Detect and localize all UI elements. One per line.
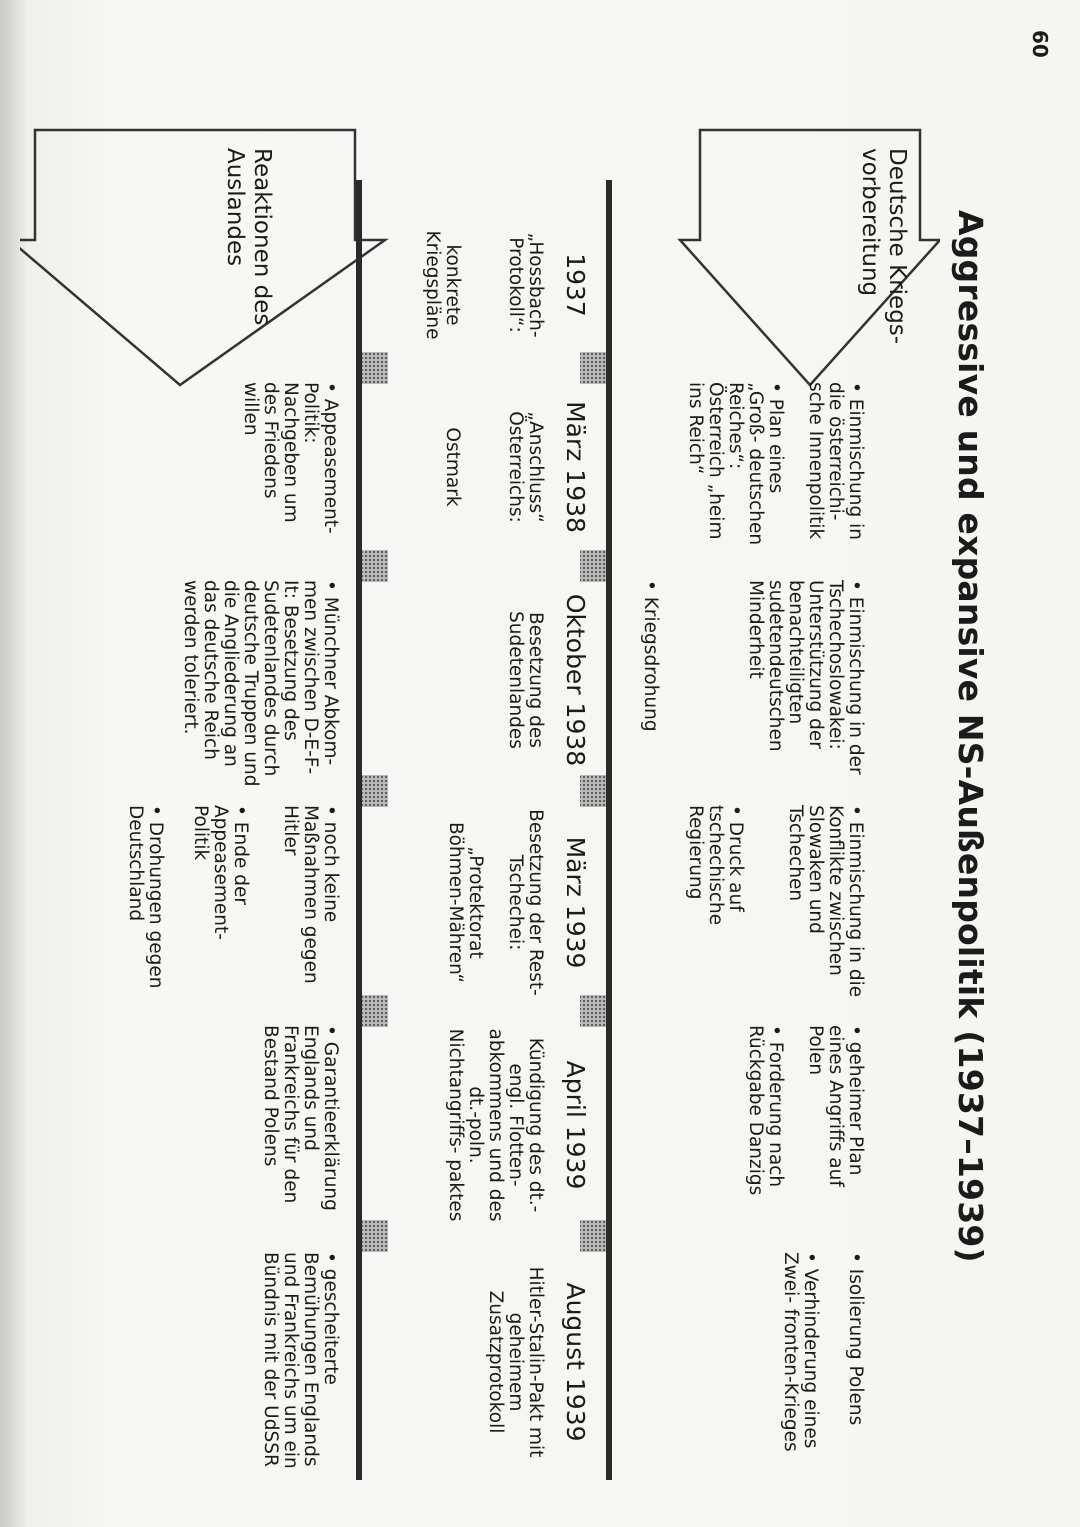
- separator-2: [580, 550, 606, 582]
- page-title: Aggressive und expansive NS-Außenpolitik (1937–1939): [951, 210, 990, 1263]
- event-okt-1938: Besetzung des Sudetenlandes: [505, 611, 546, 749]
- detail-1938: Ostmark: [442, 427, 463, 507]
- event-maerz-1939: Besetzung der Rest-Tschechei:: [505, 809, 546, 996]
- prep-okt-1938-2: • Kriegsdrohung: [640, 580, 661, 732]
- row-label-reactions: Reaktionen des Auslandes: [222, 148, 275, 326]
- year-april-1939: April 1939: [561, 1060, 590, 1190]
- separator-1: [580, 352, 606, 384]
- timeline-top-line: [606, 180, 612, 1480]
- reaction-august-1939: • gescheiterte Bemühungen Englands und Frankreichs um ein Bündnis mit der UdSSR: [260, 1252, 341, 1469]
- reaction-maerz-1939-3: • Drohungen gegen Deutschland: [125, 805, 166, 989]
- detail-maerz-1939: „Protektorat Böhmen-Mähren“: [445, 821, 486, 984]
- separator-b3: [362, 775, 388, 807]
- prep-april-1939-1: • geheimer Plan eines Angriffs auf Polen: [805, 1025, 866, 1187]
- page-number: 60: [1028, 30, 1052, 58]
- reaction-maerz-1939-1: • noch keine Maßnahmen gegen Hitler: [280, 805, 341, 984]
- prep-august-1939-1: • Isolierung Polens: [845, 1252, 866, 1426]
- reaction-arrow-icon: [20, 130, 385, 385]
- prep-okt-1938-1: • Einmischung in der Tschechoslowakei: Unterstützung der benachteiligten sudetendeutschen Minderheit: [745, 580, 866, 775]
- separator-b4: [362, 995, 388, 1027]
- event-april-1939: Kündigung des dt.-engl. Flotten- abkommens und des dt.-poln. Nichtangriffs- paktes: [445, 1028, 546, 1222]
- year-1937: 1937: [561, 253, 590, 317]
- prep-1938-2: • Plan eines „Groß- deutschen Reiches“: Österreich „heim ins Reich“: [685, 382, 786, 546]
- year-maerz-1939: März 1939: [561, 836, 590, 969]
- reaction-okt-1938: • Münchner Abkom- men zwischen D-E-F-It: Besetzung des Sudetenlandes durch deutsche Truppen und die Angliederung an das deutsche Reich werden toleriert.: [180, 580, 341, 787]
- arrow-graphics: [20, 30, 940, 390]
- prep-maerz-1939-1: • Einmischung in die Konflikte zwischen Slowaken und Tschechen: [785, 805, 866, 998]
- reaction-april-1939: • Garantieerklärung Englands und Frankreichs für den Bestand Polens: [260, 1025, 341, 1211]
- row-label-prep: Deutsche Kriegs- vorbereitung: [857, 148, 910, 345]
- event-1937: „Hossbach- Protokoll“:: [505, 232, 546, 338]
- year-maerz-1938: März 1938: [561, 401, 590, 533]
- separator-b5: [362, 1220, 388, 1252]
- year-august-1939: August 1939: [561, 1282, 590, 1442]
- separator-b2: [362, 550, 388, 582]
- event-august-1939: Hitler-Stalin-Pakt mit geheimem Zusatzprotokoll: [485, 1266, 546, 1458]
- prep-1938-1: • Einmischung in die österreichi- sche Innenpolitik: [805, 382, 866, 540]
- year-oktober-1938: Oktober 1938: [561, 593, 590, 767]
- reaction-1938: • Appeasement- Politik: Nachgeben um des Friedens willen: [240, 382, 341, 534]
- rotated-worksheet: [20, 30, 1060, 1500]
- prep-maerz-1939-2: • Druck auf tschechische Regierung: [685, 805, 746, 926]
- separator-b1: [362, 352, 388, 384]
- prep-august-1939-2: • Verhinderung eines Zwei- fronten-Krieges: [780, 1252, 821, 1452]
- prep-april-1939-2: • Forderung nach Rückgabe Danzigs: [745, 1025, 786, 1196]
- reaction-maerz-1939-2: • Ende der Appeasement- Politik: [190, 805, 251, 940]
- detail-1937: konkrete Kriegspläne: [422, 230, 463, 340]
- event-1938: „Anschluss“ Österreichs:: [505, 411, 546, 523]
